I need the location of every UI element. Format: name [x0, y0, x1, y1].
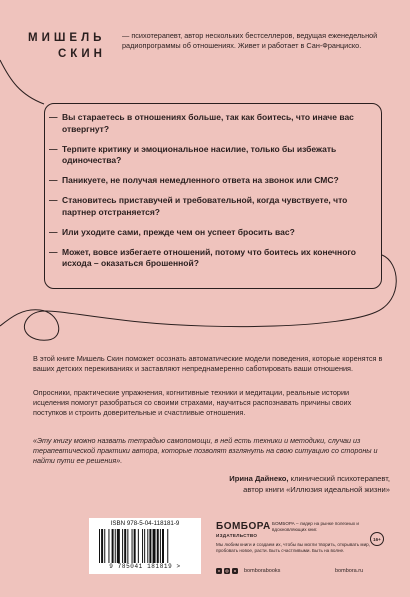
barcode-bar: [122, 529, 123, 563]
question-dash: —: [49, 226, 58, 237]
publisher-logo: БОМБОРА: [216, 521, 271, 532]
barcode-bar: [115, 529, 116, 563]
testimonial-attribution: [150, 474, 390, 495]
barcode-bar: [112, 529, 114, 563]
social-handle: bomborabooks: [244, 568, 281, 574]
question-item: — Становитесь приставучей и требовательной, когда чувствуете, что партнер отстраняется?: [49, 195, 348, 217]
attribution-name: Ирина Дайнеко,: [229, 474, 289, 483]
barcode-bar: [138, 529, 139, 563]
author-name: [28, 30, 110, 62]
barcode-number: 9 785041 181819 >: [109, 563, 181, 570]
author-last-name: СКИН: [58, 48, 106, 60]
attribution-role: клинический психотерапевт,: [288, 474, 390, 483]
barcode-bar: [142, 529, 143, 563]
age-rating-badge: 16+: [370, 532, 384, 546]
question-dash: —: [49, 246, 58, 257]
ok-icon: o: [233, 568, 237, 573]
barcode-bar: [157, 529, 159, 563]
publisher-description-2: Мы любим книги и создаем их, чтобы вы могли творить, открывать мир, пробовать новое, расти. Быть счастливыми. Быть на волне.: [216, 542, 370, 553]
barcode-bar: [134, 529, 136, 563]
barcode-bar: [99, 529, 100, 563]
barcode-bar: [153, 529, 156, 563]
question-dash: —: [49, 112, 58, 122]
attribution-book: автор книги «Иллюзия идеальной жизни»: [243, 484, 390, 494]
barcode-bar: [124, 529, 126, 563]
question-item: — Может, вовсе избегаете отношений, потому что боитесь их конечного исхода – оказаться брошенной?: [49, 246, 357, 268]
description-paragraph-1: В этой книге Мишель Скин поможет осознать автоматические модели поведения, которые коренятся в ваших детских переживаниях и заставляют непреднамеренно саботировать ваши отношения.: [33, 354, 383, 373]
barcode-bar: [101, 529, 103, 563]
vk-icon: v: [217, 568, 221, 573]
publisher-description-1: БОМБОРА – лидер на рынке полезных и вдохновляющих книг.: [272, 521, 359, 532]
barcode-bar: [167, 529, 168, 563]
barcode-bars: [97, 529, 193, 563]
instagram-icon: ◎: [225, 568, 229, 573]
barcode-bar: [149, 529, 151, 563]
barcode-bar: [127, 529, 128, 563]
barcode-bar: [162, 529, 164, 563]
isbn-barcode: [89, 518, 201, 574]
barcode-bar: [108, 529, 109, 563]
question-dash: —: [49, 143, 58, 154]
barcode-bar: [144, 529, 145, 563]
question-dash: —: [49, 195, 58, 205]
publisher-site: bombora.ru: [335, 568, 364, 574]
publisher-subtitle: ИЗДАТЕЛЬСТВО: [216, 533, 258, 538]
barcode-bar: [104, 529, 105, 563]
question-item: — Терпите критику и эмоциональное насилие, только бы избежать одиночества?: [49, 143, 337, 165]
barcode-bar: [132, 529, 133, 563]
question-item: — Вы стараетесь в отношениях больше, так как боитесь, что иначе вас отвергнут?: [49, 112, 354, 134]
description-paragraph-2: Опросники, практические упражнения, когнитивные техники и медитации, реальные истории исцеления помогут разобраться со своими страхами, научиться распознавать причины своих поступков и строить доверительные и счастливые отношения.: [33, 388, 352, 417]
author-bio: — психотерапевт, автор нескольких бестселлеров, ведущая еженедельной радиопрограммы об отношениях. Живет и работает в Сан-Франциско.: [122, 31, 378, 50]
barcode-bar: [147, 529, 148, 563]
question-item: — Или уходите сами, прежде чем он успеет бросить вас?: [49, 226, 295, 237]
barcode-bar: [160, 529, 161, 563]
testimonial-quote: «Эту книгу можно назвать тетрадью самопомощи, в ней есть техники и методики, случаи из терапевтической практики автора, которые позволят взглянуть на свою ситуацию со стороны и найти пути ее решения».: [33, 436, 378, 465]
isbn-label: ISBN 978-5-04-118181-9: [110, 520, 180, 527]
author-first-name: МИШЕЛЬ: [28, 32, 106, 44]
barcode-bar: [117, 529, 120, 563]
question-item: — Паникуете, не получая немедленного ответа на звонок или СМС?: [49, 175, 339, 185]
social-icons: [216, 568, 238, 574]
question-dash: —: [49, 175, 58, 185]
questions-list: [49, 112, 362, 278]
